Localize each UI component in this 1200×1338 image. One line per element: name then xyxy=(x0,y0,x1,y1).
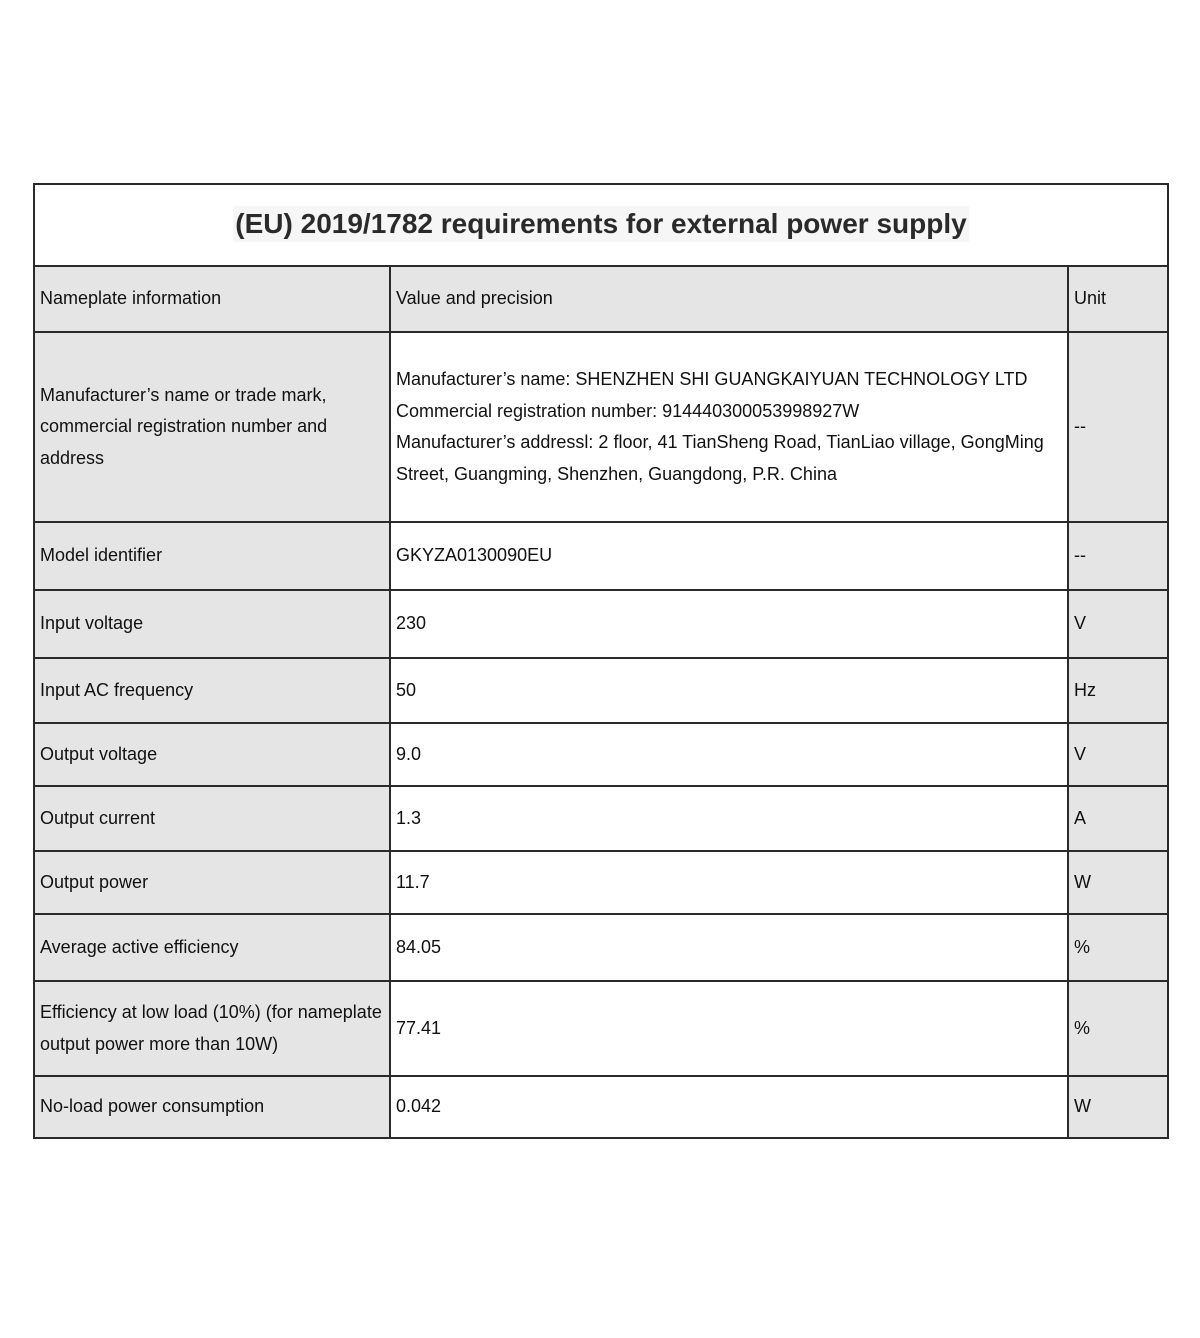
spec-sheet xyxy=(33,183,1167,1139)
row-unit: % xyxy=(1068,981,1168,1076)
table-row xyxy=(34,851,1168,914)
registration-number-line: Commercial registration number: 914440300053998927W xyxy=(396,400,860,421)
row-value: 84.05 xyxy=(390,914,1068,981)
row-label: Efficiency at low load (10%) (for nameplate output power more than 10W) xyxy=(34,981,390,1076)
table-row xyxy=(34,786,1168,851)
header-unit: Unit xyxy=(1068,266,1168,332)
header-nameplate-information: Nameplate information xyxy=(34,266,390,332)
row-value: 9.0 xyxy=(390,723,1068,786)
table-row xyxy=(34,914,1168,981)
row-value: 50 xyxy=(390,658,1068,723)
row-label: No-load power consumption xyxy=(34,1076,390,1138)
header-value-and-precision: Value and precision xyxy=(390,266,1068,332)
table-row xyxy=(34,981,1168,1076)
row-value: 77.41 xyxy=(390,981,1068,1076)
title-cell xyxy=(34,184,1168,266)
row-value: 230 xyxy=(390,590,1068,658)
table-row xyxy=(34,1076,1168,1138)
row-value: 11.7 xyxy=(390,851,1068,914)
row-label: Average active efficiency xyxy=(34,914,390,981)
row-unit: W xyxy=(1068,1076,1168,1138)
row-label: Manufacturer’s name or trade mark, commercial registration number and address xyxy=(34,332,390,522)
table-row xyxy=(34,522,1168,590)
row-value: 1.3 xyxy=(390,786,1068,851)
row-unit: V xyxy=(1068,590,1168,658)
header-row xyxy=(34,266,1168,332)
row-label: Output current xyxy=(34,786,390,851)
row-label: Output power xyxy=(34,851,390,914)
requirements-table xyxy=(33,183,1169,1139)
row-label: Output voltage xyxy=(34,723,390,786)
row-value: GKYZA0130090EU xyxy=(390,522,1068,590)
manufacturer-name-line: Manufacturer’s name: SHENZHEN SHI GUANGKAIYUAN TECHNOLOGY LTD xyxy=(396,369,1028,389)
row-unit: % xyxy=(1068,914,1168,981)
table-row xyxy=(34,658,1168,723)
row-label: Input AC frequency xyxy=(34,658,390,723)
table-row xyxy=(34,723,1168,786)
row-unit: W xyxy=(1068,851,1168,914)
row-unit: Hz xyxy=(1068,658,1168,723)
row-unit: -- xyxy=(1068,522,1168,590)
row-label: Input voltage xyxy=(34,590,390,658)
row-value: 0.042 xyxy=(390,1076,1068,1138)
title-row xyxy=(34,184,1168,266)
row-unit: A xyxy=(1068,786,1168,851)
row-unit: -- xyxy=(1068,332,1168,522)
table-row xyxy=(34,590,1168,658)
table-row xyxy=(34,332,1168,522)
table-title: (EU) 2019/1782 requirements for external power supply xyxy=(233,206,968,242)
manufacturer-address-line: Manufacturer’s addressl: 2 floor, 41 TianSheng Road, TianLiao village, GongMing Street, Guangming, Shenzhen, Guangdong, P.R. China xyxy=(396,432,1044,484)
row-label: Model identifier xyxy=(34,522,390,590)
row-value xyxy=(390,332,1068,522)
row-unit: V xyxy=(1068,723,1168,786)
